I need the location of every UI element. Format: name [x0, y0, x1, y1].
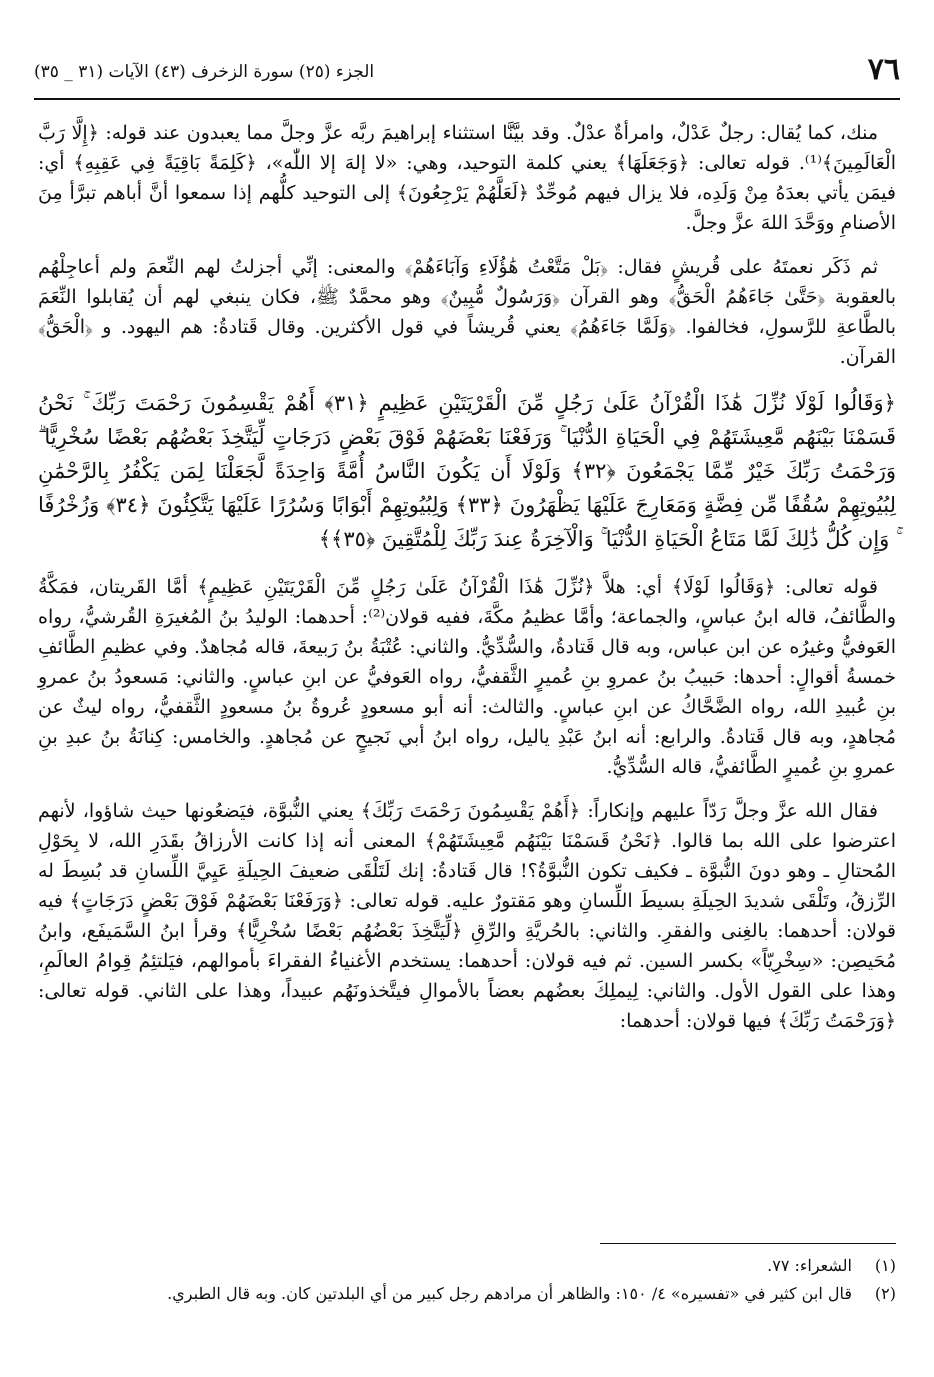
footnote-text: قال ابن كثير في «تفسيره» ٤/ ١٥٠: والظاهر أن مرادهم رجل كبير من أي البلدتين كان. وبه قال الطبري.: [167, 1284, 852, 1303]
footnote-text: الشعراء: ٧٧.: [767, 1256, 852, 1275]
footnote-rule: [600, 1243, 896, 1244]
page-header: [34, 52, 900, 92]
main-text: [38, 118, 896, 1050]
footnote-number: (١): [874, 1256, 896, 1275]
footnotes: [38, 1252, 896, 1308]
paragraph: ثم ذَكَر نعمتَهُ على قُريشٍ فقال: ﴿بَلْ مَتَّعْتُ هَٰؤُلَاءِ وَآبَاءَهُمْ﴾ والمعنى: إنِّي أجزلتُ لهم النِّعمَ ولم أعاجِلْهُم بالعقوبة ﴿حَتَّىٰ جَاءَهُمُ الْحَقُّ﴾ وهو القرآن ﴿وَرَسُولٌ مُّبِينٌ﴾ وهو محمَّدٌ ﷺ، فكان ينبغي لهم أن يُقابلوا النِّعَمَ بالطَّاعةِ للرَّسولِ، فخالفوا. ﴿وَلَمَّا جَاءَهُمُ﴾ يعني قُريشاً في قول الأكثرين. وقال قَتادةُ: هم اليهود. و ﴿الْحَقُّ﴾ القرآن.: [38, 256, 896, 368]
paragraph: قوله تعالى: ﴿وَقَالُوا لَوْلَا﴾ أي: هلاَّ ﴿نُزِّلَ هَٰذَا الْقُرْآنُ عَلَىٰ رَجُلٍ مِّنَ الْقَرْيَتَيْنِ عَظِيمٍ﴾ أمَّا القَريتان، فمَكَّةُ والطَّائفُ، قاله ابنُ عباسٍ، والجماعة؛ وأمَّا عظيمُ مكَّةَ، ففيه قولان⁽²⁾: أحدهما: الوليدُ بنُ المُغيرَةِ القُرشيُّ، رواه العَوفيُّ وغيرُه عن ابن عباس، وبه قال قَتادةُ، والسُّدِّيُّ. والثاني: عُتْبَةُ بنُ رَبيعةَ، قاله مُجاهدٌ. وفي عظيمِ الطَّائفِ خمسةُ أقوالٍ: أحدها: حَبيبُ بنُ عمروِ بنِ عُميرٍ الثَّقفيُّ، رواه العَوفيُّ عن ابنِ عباسٍ. والثاني: مَسعودُ بنُ عمروِ بنِ عُبيدِ الله، رواه الضَّحَّاكُ عن ابنِ عباسٍ. والثالث: أنه أبو مسعودٍ عُروةُ بنُ مسعودٍ الثَّقفيُّ، رواه ليثٌ عن مُجاهدٍ، وبه قال قَتادةُ. والرابع: أنه ابنُ عَبْدِ ياليل، رواه ابنُ أبي نَجيحٍ عن مُجاهدٍ. والخامس: كِنانَةُ بنُ عبدِ بنِ عمروِ بنِ عُميرٍ الطَّائفيُّ، قاله السُّدِّيُّ.: [38, 576, 896, 778]
footnote: [38, 1252, 896, 1280]
footnote-number: (٢): [874, 1284, 896, 1303]
header-rule: [34, 98, 900, 100]
paragraph: منك، كما يُقال: رجلٌ عَدْلٌ، وامرأةٌ عدْلٌ. وقد بيَّنَّا استثناء إبراهيمَ ربَّه عزَّ وجلَّ مما يعبدون عند قوله: ﴿إِلَّا رَبَّ الْعَالَمِينَ﴾⁽¹⁾. قوله تعالى: ﴿وَجَعَلَهَا﴾ يعني كلمة التوحيد، وهي: «لا إلهَ إلا اللّٰه»، ﴿كَلِمَةً بَاقِيَةً فِي عَقِبِهِ﴾ أي: فيمَن يأتي بعدَهُ مِنْ وَلَدِه، فلا يزال فيهم مُوحِّدٌ ﴿لَعَلَّهُمْ يَرْجِعُونَ﴾ إلى التوحيد كلُّهم إذا سمعوا أنَّ أباهم تبرَّأ مِنَ الأصنامِ ووَحَّدَ اللهَ عزَّ وجلَّ.: [38, 122, 896, 234]
quran-verses: ﴿وَقَالُوا لَوْلَا نُزِّلَ هَٰذَا الْقُرْآنُ عَلَىٰ رَجُلٍ مِّنَ الْقَرْيَتَيْنِ عَظِيمٍ ﴿٣١﴾ أَهُمْ يَقْسِمُونَ رَحْمَتَ رَبِّكَ ۚ نَحْنُ قَسَمْنَا بَيْنَهُم مَّعِيشَتَهُمْ فِي الْحَيَاةِ الدُّنْيَا ۚ وَرَفَعْنَا بَعْضَهُمْ فَوْقَ بَعْضٍ دَرَجَاتٍ لِّيَتَّخِذَ بَعْضُهُم بَعْضًا سُخْرِيًّا ۗ وَرَحْمَتُ رَبِّكَ خَيْرٌ مِّمَّا يَجْمَعُونَ ﴿٣٢﴾ وَلَوْلَا أَن يَكُونَ النَّاسُ أُمَّةً وَاحِدَةً لَّجَعَلْنَا لِمَن يَكْفُرُ بِالرَّحْمَٰنِ لِبُيُوتِهِمْ سُقُفًا مِّن فِضَّةٍ وَمَعَارِجَ عَلَيْهَا يَظْهَرُونَ ﴿٣٣﴾ وَلِبُيُوتِهِمْ أَبْوَابًا وَسُرُرًا عَلَيْهَا يَتَّكِئُونَ ﴿٣٤﴾ وَزُخْرُفًا ۚ وَإِن كُلُّ ذَٰلِكَ لَمَّا مَتَاعُ الْحَيَاةِ الدُّنْيَا ۚ وَالْآخِرَةُ عِندَ رَبِّكَ لِلْمُتَّقِينَ ﴿٣٥﴾﴾: [38, 391, 896, 551]
paragraph: فقال الله عزَّ وجلَّ رَدّاً عليهم وإنكاراً: ﴿أَهُمْ يَقْسِمُونَ رَحْمَتَ رَبِّكَ﴾ يعني النُّبوَّة، فيَضعُونها حيث شاؤوا، لأنهم اعترضوا على الله بما قالوا. ﴿نَحْنُ قَسَمْنَا بَيْنَهُم مَّعِيشَتَهُمْ﴾ المعنى أنه إذا كانت الأرزاقُ بقَدَرِ الله، لا بِحَوْلِ المُحتالِ ـ وهو دونَ النُّبوَّة ـ فكيف تكون النُّبوَّةُ؟! قال قَتادةُ: إنك لَتَلْقَى ضعيفَ الحِيلَةِ عَيِيَّ اللِّسانِ قد بُسِطَ له الرِّزقُ، وتَلْقَى شديدَ الحِيلَةِ بسيطَ اللِّسانِ وهو مَقتورٌ عليه. قوله تعالى: ﴿وَرَفَعْنَا بَعْضَهُمْ فَوْقَ بَعْضٍ دَرَجَاتٍ﴾ فيه قولان: أحدهما: بالغِنى والفقرِ. والثاني: بالحُريَّةِ والرِّقِ ﴿لِّيَتَّخِذَ بَعْضُهُم بَعْضًا سُخْرِيًّا﴾ وقرأ ابنُ السَّمَيفَع، وابنُ مُحَيصِن: «سِخْرِيّاً» بكسر السين. ثم فيه قولان: أحدهما: يستخدم الأغنياءُ الفقراءَ بأموالهم، فيَلتئِمُ قِوامُ العالَمِ، وهذا على القول الأول. والثاني: لِيملِكَ بعضُهم بعضاً بالأموالِ فيتَّخذونَهُم عبيداً، وهذا على الثاني. قوله تعالى: ﴿وَرَحْمَتُ رَبِّكَ﴾ فيها قولان: أحدهما:: [38, 800, 896, 1032]
running-head: الجزء (٢٥) سورة الزخرف (٤٣) الآيات (٣١ _ ٣٥): [34, 62, 375, 82]
page-number: ٧٦: [867, 52, 900, 87]
footnote: [38, 1280, 896, 1308]
